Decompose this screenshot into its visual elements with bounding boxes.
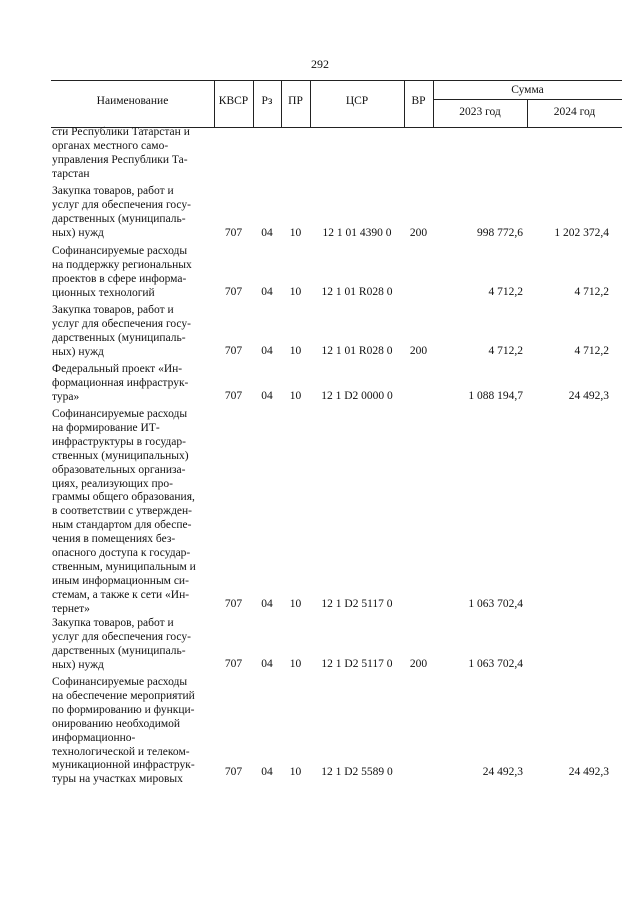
- name-line: сти Республики Татарстан и: [52, 126, 190, 138]
- name-line: управления Республики Та-: [52, 153, 188, 166]
- header-year-2023: 2023 год: [459, 106, 501, 118]
- vr-cell: 200: [409, 227, 428, 239]
- row-name: [52, 185, 211, 241]
- pr-cell: 10: [289, 286, 302, 298]
- rz-cell: 04: [261, 345, 273, 357]
- rz-cell: 04: [261, 598, 273, 610]
- header-rz: Рз: [261, 95, 273, 107]
- name-line: ным стандартом для обеспе-: [52, 519, 192, 532]
- header-kvsr: КВСР: [218, 95, 249, 107]
- name-line: органах местного само-: [52, 139, 169, 152]
- name-line: ственным, муниципальным и: [52, 560, 196, 573]
- row-name: [52, 126, 211, 182]
- name-line: Закупка товаров, работ и: [52, 304, 174, 316]
- name-line: Софинансируемые расходы: [52, 408, 188, 420]
- vr-cell: 200: [409, 345, 428, 357]
- name-line: Софинансируемые расходы: [52, 676, 188, 688]
- name-line: тернет»: [52, 602, 90, 615]
- name-line: технологической и телеком-: [52, 745, 190, 758]
- name-line: ных) нужд: [52, 658, 104, 671]
- header-vr: ВР: [411, 95, 426, 107]
- name-line: услуг для обеспечения госу-: [52, 317, 191, 330]
- kvsr-cell: 707: [224, 658, 243, 670]
- rz-cell: 04: [261, 286, 273, 298]
- header-csr: ЦСР: [345, 95, 369, 107]
- amount-2023-cell: 1 063 702,4: [468, 658, 523, 670]
- name-line: граммы общего образования,: [52, 491, 195, 504]
- row-name: [52, 363, 211, 405]
- rz-cell: 04: [261, 658, 273, 670]
- name-line: ционных технологий: [52, 286, 155, 299]
- row-name: [52, 408, 211, 617]
- amount-2024-cell: 4 712,2: [574, 286, 609, 298]
- name-line: формационная инфраструк-: [52, 376, 189, 389]
- name-line: на поддержку региональных: [52, 258, 192, 271]
- name-line: образовательных организа-: [52, 463, 186, 476]
- kvsr-cell: 707: [224, 345, 243, 357]
- name-line: стемам, а также к сети «Ин-: [52, 588, 190, 601]
- csr-cell: 12 1 D2 5589 0: [321, 766, 393, 778]
- name-line: информационно-: [52, 731, 136, 744]
- sum-divider: [433, 99, 622, 100]
- name-line: Закупка товаров, работ и: [52, 185, 174, 197]
- name-line: туры на участках мировых: [52, 773, 183, 786]
- amount-2024-cell: 24 492,3: [568, 390, 609, 402]
- name-line: услуг для обеспечения госу-: [52, 198, 191, 211]
- name-line: тарстан: [52, 167, 90, 180]
- name-line: инфраструктуры в государ-: [52, 435, 186, 448]
- header-pr: ПР: [288, 95, 303, 107]
- name-line: муникационной инфраструк-: [52, 759, 195, 772]
- name-line: Федеральный проект «Ин-: [52, 363, 183, 375]
- row-name: [52, 617, 211, 673]
- name-line: циях, реализующих про-: [52, 477, 173, 490]
- name-line: на обеспечение мероприятий: [52, 689, 195, 702]
- row-name: [52, 676, 211, 787]
- name-line: дарственных (муниципаль-: [52, 644, 186, 657]
- amount-2023-cell: 24 492,3: [482, 766, 523, 778]
- kvsr-cell: 707: [224, 286, 243, 298]
- pr-cell: 10: [289, 658, 302, 670]
- header-sum: Сумма: [511, 84, 544, 96]
- name-line: услуг для обеспечения госу-: [52, 630, 191, 643]
- vr-cell: 200: [409, 658, 428, 670]
- amount-2024-cell: 4 712,2: [574, 345, 609, 357]
- rz-cell: 04: [261, 766, 273, 778]
- name-line: проектов в сфере информа-: [52, 272, 187, 285]
- amount-2023-cell: 4 712,2: [488, 345, 523, 357]
- amount-2023-cell: 1 088 194,7: [468, 390, 523, 402]
- rz-cell: 04: [261, 227, 273, 239]
- name-line: иным информационным си-: [52, 574, 189, 587]
- kvsr-cell: 707: [224, 598, 243, 610]
- pr-cell: 10: [289, 390, 302, 402]
- name-line: тура»: [52, 390, 80, 403]
- kvsr-cell: 707: [224, 227, 243, 239]
- kvsr-cell: 707: [224, 390, 243, 402]
- row-name: [52, 304, 211, 360]
- amount-2023-cell: 4 712,2: [488, 286, 523, 298]
- csr-cell: 12 1 01 R028 0: [321, 345, 393, 357]
- header-year-2024: 2024 год: [553, 106, 596, 118]
- name-line: Закупка товаров, работ и: [52, 617, 174, 629]
- csr-cell: 12 1 D2 5117 0: [321, 598, 393, 610]
- name-line: ных) нужд: [52, 226, 104, 239]
- pr-cell: 10: [289, 598, 302, 610]
- rz-cell: 04: [261, 390, 273, 402]
- name-line: ственных (муниципальных): [52, 449, 189, 462]
- csr-cell: 12 1 01 4390 0: [322, 227, 392, 239]
- name-line: на формирование ИТ-: [52, 421, 160, 434]
- name-line: опасного доступа к государ-: [52, 547, 191, 560]
- name-line: дарственных (муниципаль-: [52, 331, 186, 344]
- amount-2023-cell: 998 772,6: [477, 227, 523, 239]
- csr-cell: 12 1 D2 0000 0: [321, 390, 393, 402]
- pr-cell: 10: [289, 766, 302, 778]
- table-header: [51, 80, 622, 128]
- pr-cell: 10: [289, 345, 302, 357]
- row-name: [52, 245, 211, 301]
- amount-2023-cell: 1 063 702,4: [468, 598, 523, 610]
- amount-2024-cell: 1 202 372,4: [554, 227, 609, 239]
- page-number: 292: [311, 57, 329, 71]
- pr-cell: 10: [289, 227, 302, 239]
- kvsr-cell: 707: [224, 766, 243, 778]
- name-line: в соответствии с утвержден-: [52, 505, 193, 518]
- amount-2024-cell: 24 492,3: [568, 766, 609, 778]
- header-name: Наименование: [96, 95, 169, 107]
- name-line: чения в помещениях без-: [52, 533, 176, 546]
- csr-cell: 12 1 D2 5117 0: [321, 658, 393, 670]
- csr-cell: 12 1 01 R028 0: [321, 286, 393, 298]
- name-line: Софинансируемые расходы: [52, 245, 188, 257]
- name-line: онированию необходимой: [52, 717, 181, 730]
- name-line: по формированию и функци-: [52, 703, 195, 716]
- name-line: ных) нужд: [52, 345, 104, 358]
- name-line: дарственных (муниципаль-: [52, 212, 186, 225]
